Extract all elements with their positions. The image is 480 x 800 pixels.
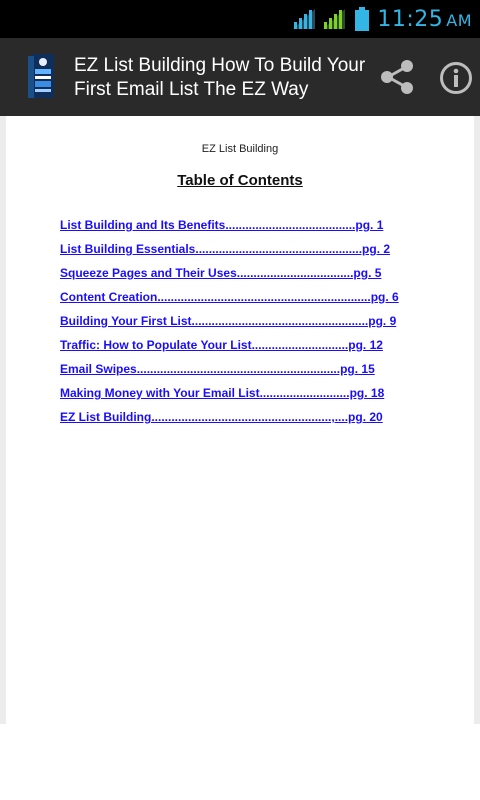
app-title: EZ List Building How To Build Your First Email List The EZ Way: [74, 55, 366, 100]
share-icon: [380, 59, 414, 95]
clock-ampm: AM: [446, 10, 472, 30]
document-page[interactable]: [6, 116, 474, 724]
toc-link[interactable]: List Building and Its Benefits.......................................pg. 1: [60, 218, 384, 232]
info-button[interactable]: [436, 58, 476, 98]
toc-link[interactable]: Making Money with Your Email List...........................pg. 18: [60, 386, 385, 400]
clock-time: 11:25: [377, 6, 444, 32]
status-bar: [0, 0, 480, 38]
signal-icon: [321, 7, 347, 31]
battery-icon: [355, 7, 369, 31]
toc-link[interactable]: Building Your First List.....................................................pg. 9: [60, 314, 397, 328]
toc-link[interactable]: Email Swipes.............................................................pg. 15: [60, 362, 375, 376]
action-bar: [0, 38, 480, 116]
document-header: EZ List Building: [201, 143, 279, 155]
info-icon: [439, 61, 473, 95]
clock: [377, 7, 472, 32]
toc-link[interactable]: List Building Essentials..................................................pg. 2: [60, 242, 391, 256]
share-button[interactable]: [376, 56, 418, 98]
toc-list: [60, 216, 420, 432]
toc-link[interactable]: Squeeze Pages and Their Uses...................................pg. 5: [60, 266, 382, 280]
toc-link[interactable]: Content Creation................................................................pg. 6: [60, 290, 399, 304]
status-icons: [291, 0, 472, 38]
toc-link[interactable]: EZ List Building......................................................,....pg. 20: [60, 410, 383, 424]
book-icon[interactable]: [26, 52, 58, 100]
signal-icon: [291, 7, 317, 31]
toc-title: Table of Contents: [177, 172, 303, 189]
bottom-area: [0, 724, 480, 800]
toc-link[interactable]: Traffic: How to Populate Your List.............................pg. 12: [60, 338, 383, 352]
